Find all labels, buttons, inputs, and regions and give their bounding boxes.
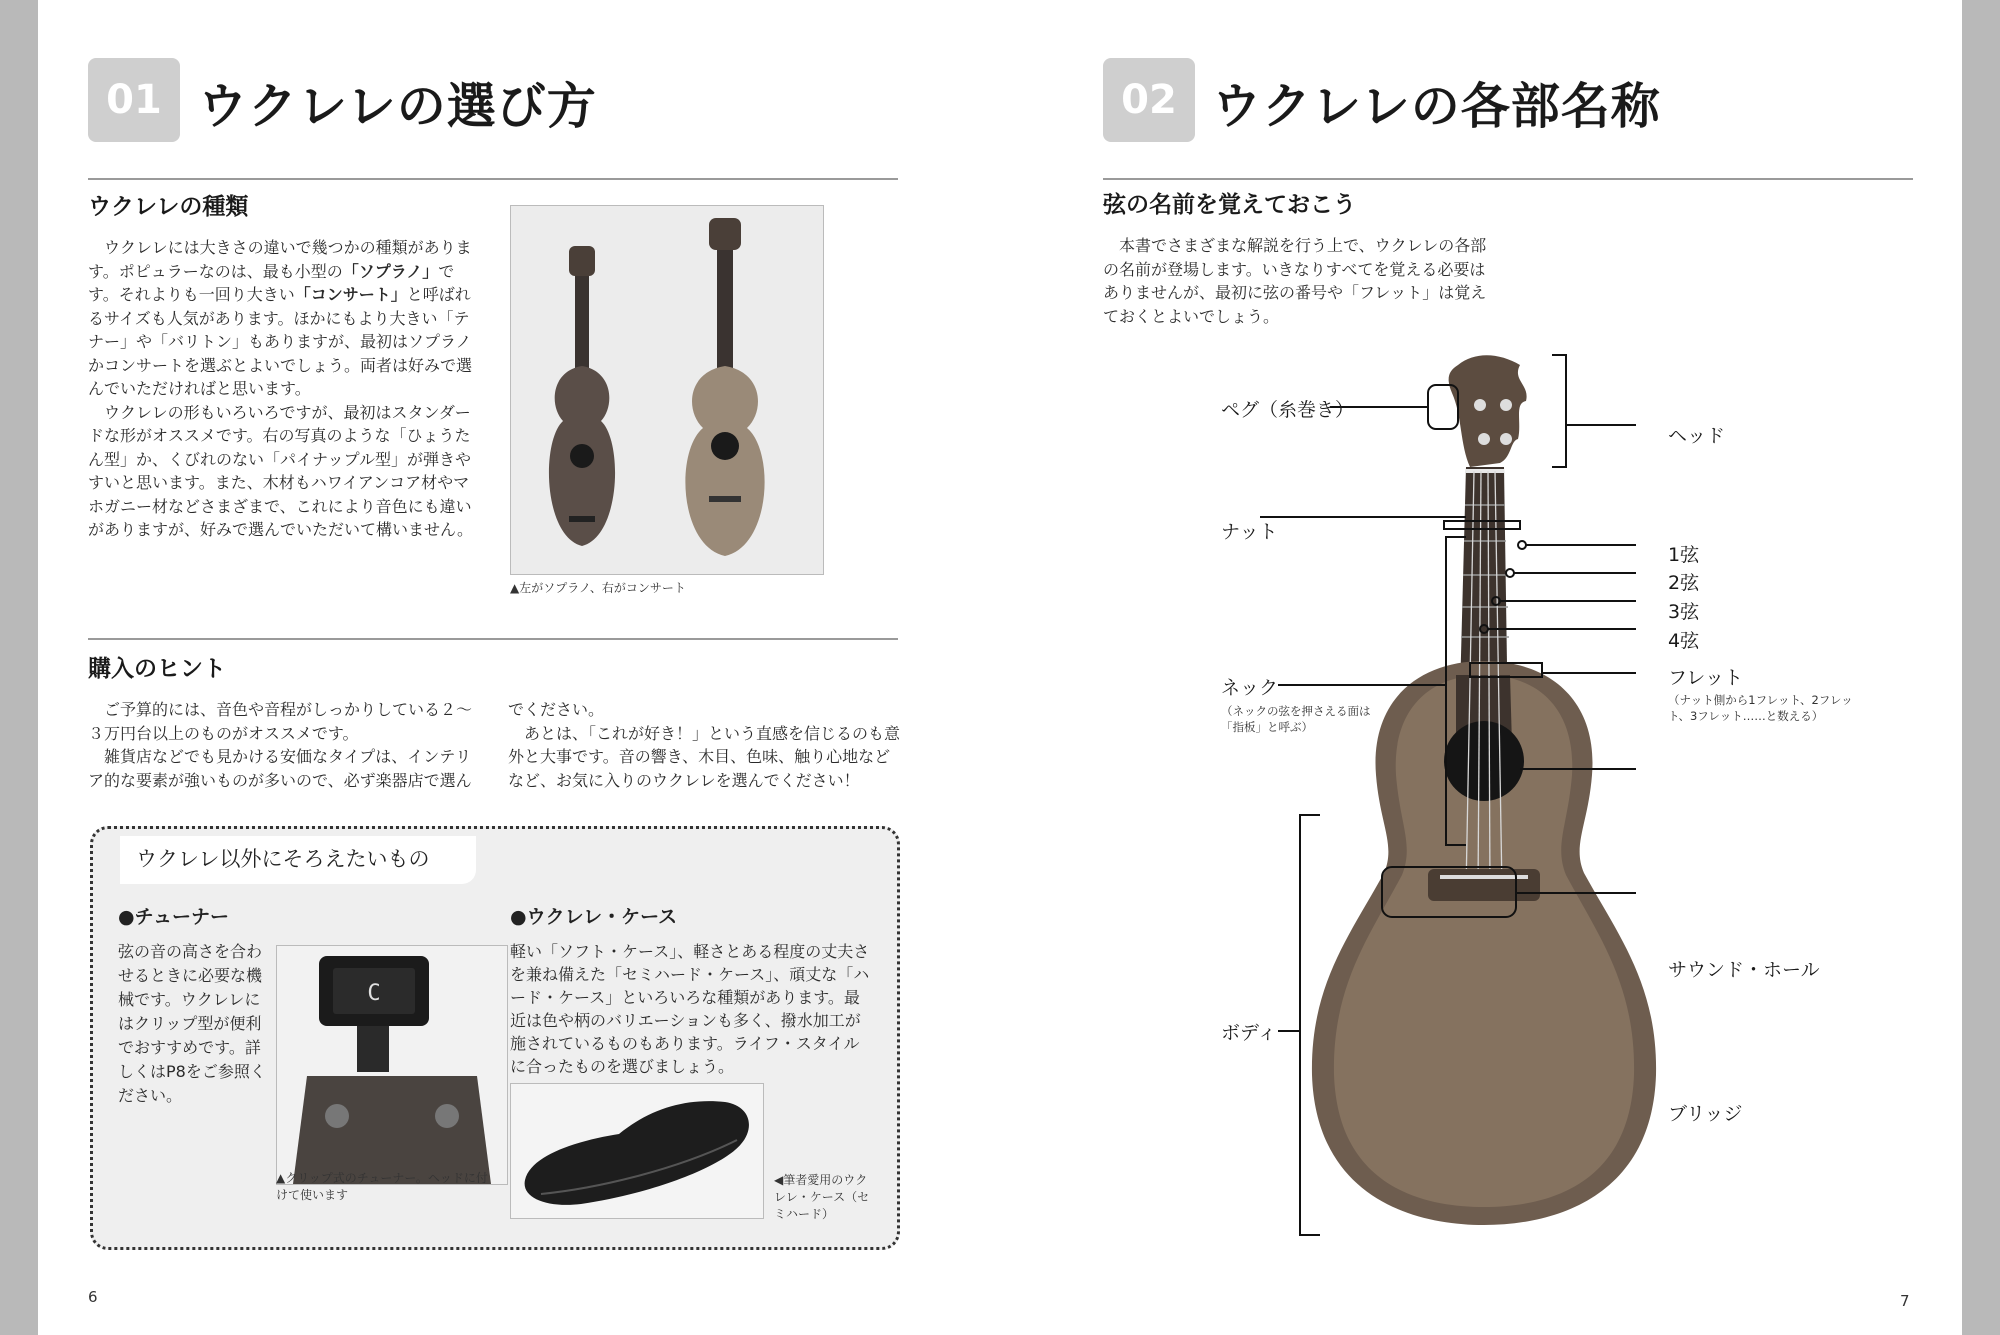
fret-note: （ナット側から1フレット、2フレット、3フレット……と数える） [1668,693,1853,723]
section-title-right: ウクレレの各部名称 [1212,78,1661,135]
page-number-right: 7 [1900,1292,1910,1310]
hints-col2 [508,698,902,792]
types-text [88,236,482,542]
label-head: ヘッド [1668,425,1726,447]
types-text-b: です。それよりも一回り大きい [88,261,455,304]
case-photo [510,1083,764,1219]
bridge-shape [1428,869,1540,901]
intro-text [1103,234,1495,328]
section-number-02: 02 [1103,58,1195,142]
hints-col1-p2: 雑貨店などでも見かける安価なタイプは、インテリア的な要素が強いものが多いので、必ず楽器店で選ん [88,747,472,790]
tuner-illustration [277,946,507,1184]
types-text-p2: ウクレレの形もいろいろですが、最初はスタンダードな形がオススメです。右の写真のような「ひょうたん型」か、くびれのない「パイナップル型」が弾きやすいと思います。また、木材もハワイアンコア材やマホガニー材などさまざまで、これにより音色にも違いがありますが、好みで選んでいただいて構いません。 [88,402,473,539]
extras-box-title: ウクレレ以外にそろえたいもの [120,836,476,884]
ukulele-parts-diagram [1200,345,1860,1255]
case-illustration [511,1084,763,1218]
sound-hole-shape [1444,721,1524,801]
head-shape [1449,355,1527,467]
label-string-4: 4弦 [1668,630,1700,652]
section-title-left: ウクレレの選び方 [198,78,597,135]
hints-col2-p2: あとは、「これが好き！」という直感を信じるのも意外と大事です。音の響き、木目、色味、触り心地などなど、お気に入りのウクレレを選んでください！ [508,723,901,790]
hints-col1-p1: ご予算的には、音色や音程がしっかりしている２〜３万円台以上のものがオススメです。 [88,700,473,743]
concert-emph: 「コンサート」 [294,285,407,304]
ukulele-photo [510,205,824,575]
soprano-emph: 「ソプラノ」 [342,261,439,281]
heading-types: ウクレレの種類 [88,194,249,220]
label-sound-hole: サウンド・ホール [1668,959,1820,981]
label-neck: ネック [1221,677,1279,699]
label-peg: ペグ（糸巻き） [1221,399,1355,421]
divider [88,178,898,180]
case-heading: ●ウクレレ・ケース [510,906,678,928]
label-string-2: 2弦 [1668,572,1700,594]
tuner-text: 弦の音の高さを合わせるときに必要な機械です。ウクレレにはクリップ型が便利でおすすめです。詳しくはP8をご参照ください。 [118,942,266,1105]
hints-col1 [88,698,484,792]
photo-caption: ▲左がソプラノ、右がコンサート [510,581,686,595]
section-number-01: 01 [88,58,180,142]
case-text: 軽い「ソフト・ケース」、軽さとある程度の丈夫さを兼ね備えた「セミハード・ケース」、頑丈な「ハード・ケース」といろいろな種類があります。最近は色や柄のバリエーションも多く、撥水加工が施されているものもあります。ライフ・スタイルに合ったものを選びましょう。 [510,942,870,1076]
label-bridge: ブリッジ [1668,1103,1743,1125]
divider [1103,178,1913,180]
hints-col2-l1: でください。 [508,700,605,719]
page-number-left: 6 [88,1288,98,1306]
heading-strings: 弦の名前を覚えておこう [1103,192,1356,218]
tuner-caption: ▲クリップ式のチューナー。ヘッドに付けて使います [276,1171,488,1202]
tuner-heading: ●チューナー [118,906,230,928]
label-body: ボディ [1221,1022,1277,1044]
label-string-1: 1弦 [1668,544,1700,566]
heading-hints: 購入のヒント [88,656,226,682]
types-text-c: と呼ばれるサイズも人気があります。ほかにもより大きい「テナー」や「バリトン」もありますが、最初はソプラノかコンサートを選ぶとよいでしょう。両者は好みで選んでいただければと思います。 [88,285,473,398]
tuner-display: C [367,981,381,1006]
label-nut: ナット [1221,521,1278,543]
label-fret: フレット [1668,667,1744,689]
tuner-photo [276,945,508,1185]
right-page-edge [1962,0,2000,1335]
ukulele-pair-illustration [511,206,823,574]
divider [88,638,898,640]
neck-note: （ネックの弦を押さえる面は「指板」と呼ぶ） [1221,704,1371,734]
types-text-a: ウクレレには大きさの違いで幾つかの種類があります。ポピュラーなのは、最も小型の [88,238,472,281]
left-page-edge [0,0,38,1335]
intro-paragraph: 本書でさまざまな解説を行う上で、ウクレレの各部の名前が登場します。いきなりすべてを覚える必要はありませんが、最初に弦の番号や「フレット」は覚えておくとよいでしょう。 [1103,236,1487,326]
label-string-3: 3弦 [1668,601,1700,623]
case-caption: ◀筆者愛用のウクレレ・ケース（セミハード） [774,1173,870,1221]
